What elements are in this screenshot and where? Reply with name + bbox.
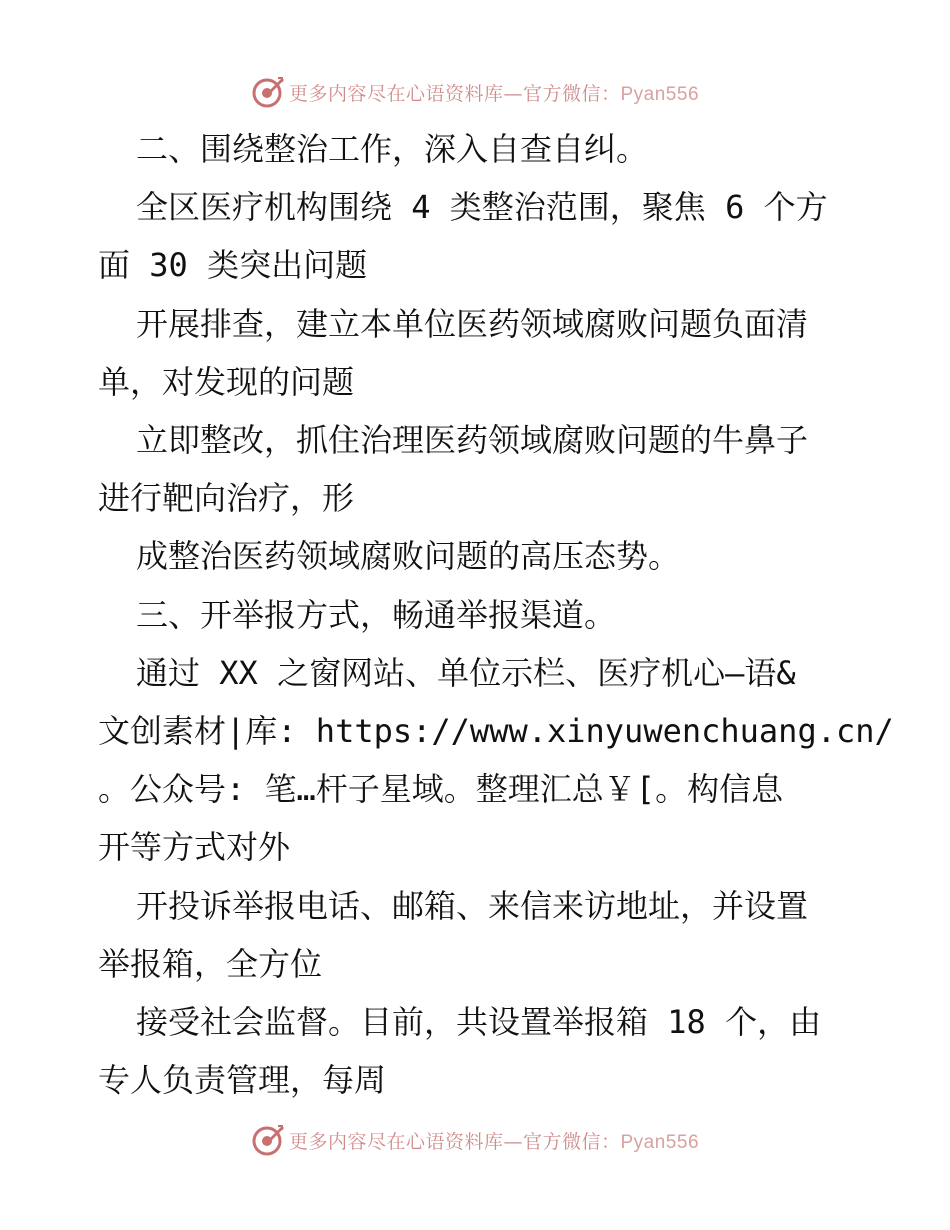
text-line: 举报箱，全方位 <box>98 944 323 983</box>
paragraph <box>98 295 858 411</box>
document-body <box>98 120 894 1109</box>
paragraph <box>98 993 858 1109</box>
paragraph <box>98 120 858 178</box>
text-line: 开等方式对外 <box>98 828 291 867</box>
footer-banner-title: 更多内容尽在心语资料库 <box>288 1130 504 1153</box>
footer-wechat-id: Pyan556 <box>620 1131 700 1153</box>
footer-banner-separator: — <box>503 1130 523 1153</box>
text-line: 文创素材|库: https://www.xinyuwenchuang.cn/ <box>98 712 894 751</box>
text-line: 成整治医药领域腐败问题的高压态势。 <box>136 537 681 576</box>
header-wechat-label: 官方微信： <box>522 82 621 105</box>
footer-wechat-label: 官方微信： <box>522 1130 621 1153</box>
text-line: 进行靶向治疗，形 <box>98 479 355 518</box>
paragraph <box>98 586 858 644</box>
paragraph <box>98 877 858 993</box>
xinyu-logo-icon <box>251 1123 285 1157</box>
xinyu-logo-icon <box>251 75 285 109</box>
text-line: 单，对发现的问题 <box>98 362 355 401</box>
header-banner-separator: — <box>503 82 523 105</box>
text-line: 开展排查，建立本单位医药领域腐败问题负面清 <box>136 304 809 343</box>
header-banner-text <box>289 79 699 106</box>
text-line: 。公众号: 笔…杆子星域。整理汇总￥[。构信息 <box>98 770 784 809</box>
header-banner-title: 更多内容尽在心语资料库 <box>288 82 504 105</box>
text-line: 开投诉举报电话、邮箱、来信来访地址，并设置 <box>136 886 809 925</box>
footer-banner <box>0 1120 950 1160</box>
header-banner <box>0 72 950 112</box>
paragraph <box>98 527 858 585</box>
text-line: 三、开举报方式，畅通举报渠道。 <box>136 595 617 634</box>
text-line: 通过 XX 之窗网站、单位示栏、医疗机心—语& <box>136 653 796 692</box>
header-wechat-id: Pyan556 <box>620 83 700 105</box>
text-line: 专人负责管理，每周 <box>98 1061 387 1100</box>
paragraph <box>98 644 894 877</box>
text-line: 接受社会监督。目前，共设置举报箱 18 个，由 <box>136 1003 822 1042</box>
text-line: 面 30 类突出问题 <box>98 246 368 285</box>
footer-banner-text <box>289 1127 699 1154</box>
text-line: 全区医疗机构围绕 4 类整治范围，聚焦 6 个方 <box>136 188 828 227</box>
paragraph <box>98 411 858 527</box>
text-line: 立即整改，抓住治理医药领域腐败问题的牛鼻子 <box>136 421 809 460</box>
paragraph <box>98 178 858 294</box>
text-line: 二、围绕整治工作，深入自查自纠。 <box>136 130 649 168</box>
